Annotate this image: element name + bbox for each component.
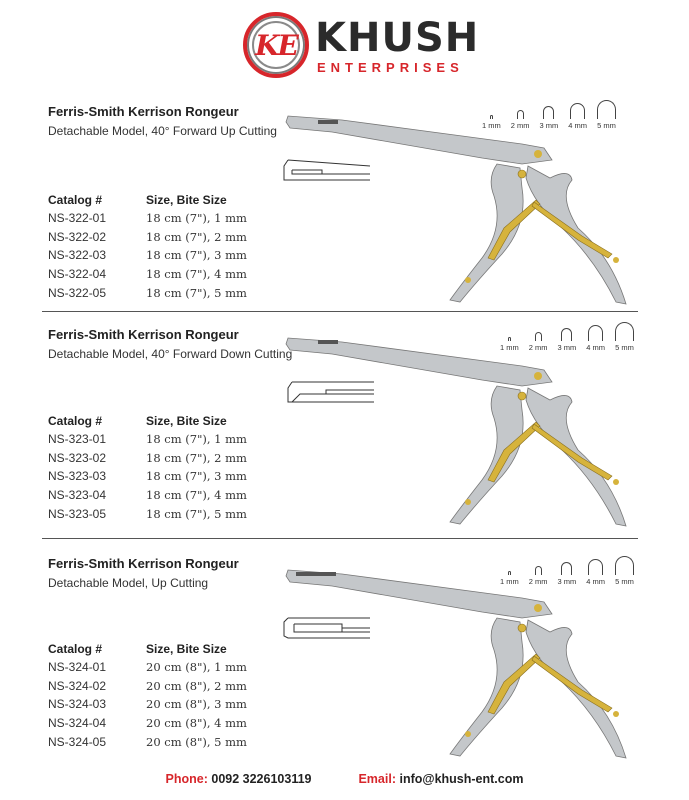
bite-size-item: 3 mm [558,562,577,586]
table-row: NS-322-04 18 cm (7"), 4 mm [48,267,247,282]
email-address[interactable]: info@khush-ent.com [399,772,524,786]
product-title: Ferris-Smith Kerrison Rongeur [48,327,239,342]
rongeur-instrument-image [282,330,642,530]
bite-size-item: 5 mm [597,100,616,130]
table-row: NS-323-05 18 cm (7"), 5 mm [48,506,247,521]
table-row: NS-324-03 20 cm (8"), 3 mm [48,697,247,712]
bite-size-item: 4 mm [586,559,605,586]
catalog-table [48,411,288,523]
product-title: Ferris-Smith Kerrison Rongeur [48,104,239,119]
table-row: NS-322-03 18 cm (7"), 3 mm [48,248,247,263]
table-row: NS-324-01 20 cm (8"), 1 mm [48,660,247,675]
bite-size-item: 1 mm [500,571,519,586]
bite-size-item: 5 mm [615,322,634,352]
bite-size-item: 2 mm [529,566,548,586]
catalog-table [48,639,288,751]
product-title: Ferris-Smith Kerrison Rongeur [48,556,239,571]
product-subtitle: Detachable Model, 40° Forward Up Cutting [48,124,277,138]
section-divider [42,311,638,312]
header-size: Size, Bite Size [146,641,227,656]
bite-size-item: 2 mm [511,110,530,130]
catalog-table [48,190,288,302]
bite-size-item: 3 mm [540,106,559,130]
brand-name: KHUSH [315,15,480,61]
product-subtitle: Detachable Model, 40° Forward Down Cutting [48,347,293,361]
email-label: Email: [358,772,396,786]
logo-badge-icon [243,12,309,78]
header-catalog: Catalog # [48,413,103,428]
table-header [48,411,288,430]
table-header [48,639,288,658]
product-subtitle: Detachable Model, Up Cutting [48,576,209,590]
table-row: NS-322-01 18 cm (7"), 1 mm [48,211,247,226]
logo-monogram: KE [255,29,297,62]
table-row: NS-323-02 18 cm (7"), 2 mm [48,450,247,465]
bite-size-item: 1 mm [500,337,519,352]
header-catalog: Catalog # [48,641,103,656]
rongeur-instrument-image [282,562,642,762]
rongeur-instrument-image [282,108,642,308]
bite-size-item: 3 mm [558,328,577,352]
header-size: Size, Bite Size [146,413,227,428]
header-catalog: Catalog # [48,192,103,207]
brand-subtitle: ENTERPRISES [317,60,464,75]
brand-logo [243,10,480,80]
table-row: NS-323-01 18 cm (7"), 1 mm [48,432,247,447]
contact-footer [0,772,689,786]
table-row: NS-324-02 20 cm (8"), 2 mm [48,678,247,693]
table-row: NS-322-02 18 cm (7"), 2 mm [48,229,247,244]
table-row: NS-324-05 20 cm (8"), 5 mm [48,734,247,749]
table-row: NS-324-04 20 cm (8"), 4 mm [48,716,247,731]
header-size: Size, Bite Size [146,192,227,207]
phone-label: Phone: [165,772,208,786]
table-row: NS-323-04 18 cm (7"), 4 mm [48,488,247,503]
bite-size-item: 4 mm [568,103,587,130]
phone-number[interactable]: 0092 3226103119 [211,772,312,786]
bite-size-item: 1 mm [482,115,501,130]
table-row: NS-322-05 18 cm (7"), 5 mm [48,285,247,300]
bite-size-item: 5 mm [615,556,634,586]
table-row: NS-323-03 18 cm (7"), 3 mm [48,469,247,484]
bite-size-item: 4 mm [586,325,605,352]
bite-size-item: 2 mm [529,332,548,352]
table-header [48,190,288,209]
section-divider [42,538,638,539]
